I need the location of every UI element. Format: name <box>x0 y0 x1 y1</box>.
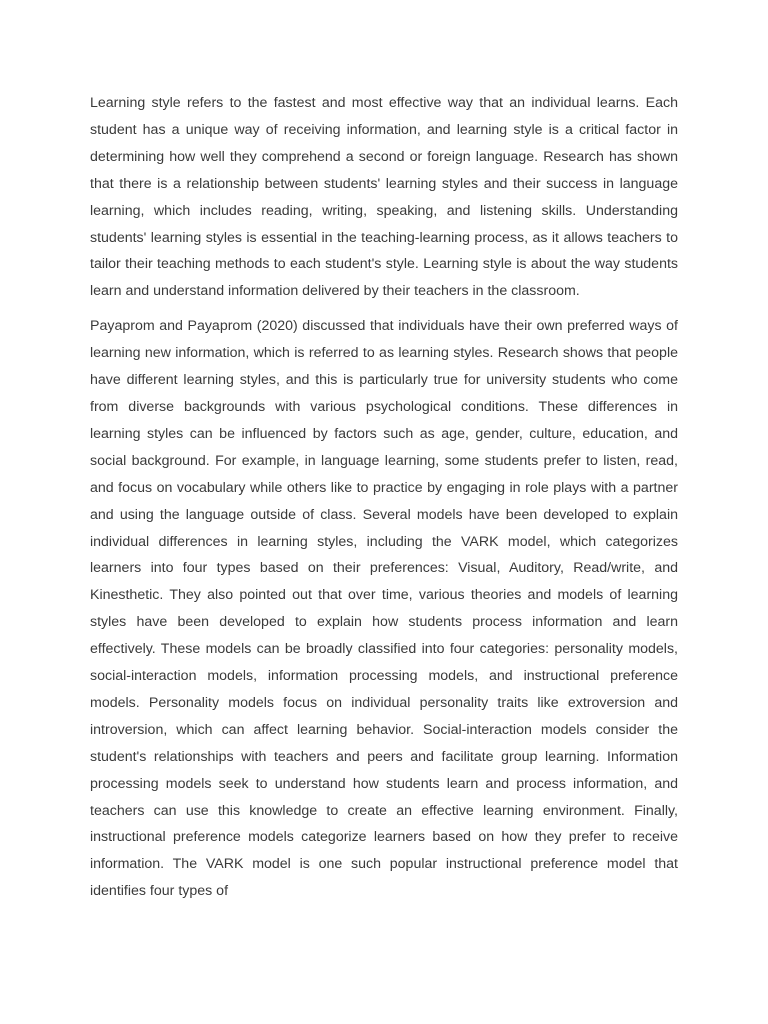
paragraph-payaprom-discussion: Payaprom and Payaprom (2020) discussed that individuals have their own preferred ways of learning new information, which is referred to as learning styles. Research shows that people have different learning styles, and this is particularly true for university students who come from diverse backgrounds with various psychological conditions. These differences in learning styles can be influenced by factors such as age, gender, culture, education, and social background. For example, in language learning, some students prefer to listen, read, and focus on vocabulary while others like to practice by engaging in role plays with a partner and using the language outside of class. Several models have been developed to explain individual differences in learning styles, including the VARK model, which categorizes learners into four types based on their preferences: Visual, Auditory, Read/write, and Kinesthetic. They also pointed out that over time, various theories and models of learning styles have been developed to explain how students process information and learn effectively. These models can be broadly classified into four categories: personality models, social-interaction models, information processing models, and instructional preference models. Personality models focus on individual personality traits like extroversion and introversion, which can affect learning behavior. Social-interaction models consider the student's relationships with teachers and peers and facilitate group learning. Information processing models seek to understand how students learn and process information, and teachers can use this knowledge to create an effective learning environment. Finally, instructional preference models categorize learners based on how they prefer to receive information. The VARK model is one such popular instructional preference model that identifies four types of <box>90 318 678 900</box>
document-body <box>90 90 678 913</box>
paragraph-learning-style-definition: Learning style refers to the fastest and most effective way that an individual learns. Each student has a unique way of receiving information, and learning style is a critical factor in determining how well they comprehend a second or foreign language. Research has shown that there is a relationship between students' learning styles and their success in language learning, which includes reading, writing, speaking, and listening skills. Understanding students' learning styles is essential in the teaching-learning process, as it allows teachers to tailor their teaching methods to each student's style. Learning style is about the way students learn and understand information delivered by their teachers in the classroom. <box>90 95 678 300</box>
